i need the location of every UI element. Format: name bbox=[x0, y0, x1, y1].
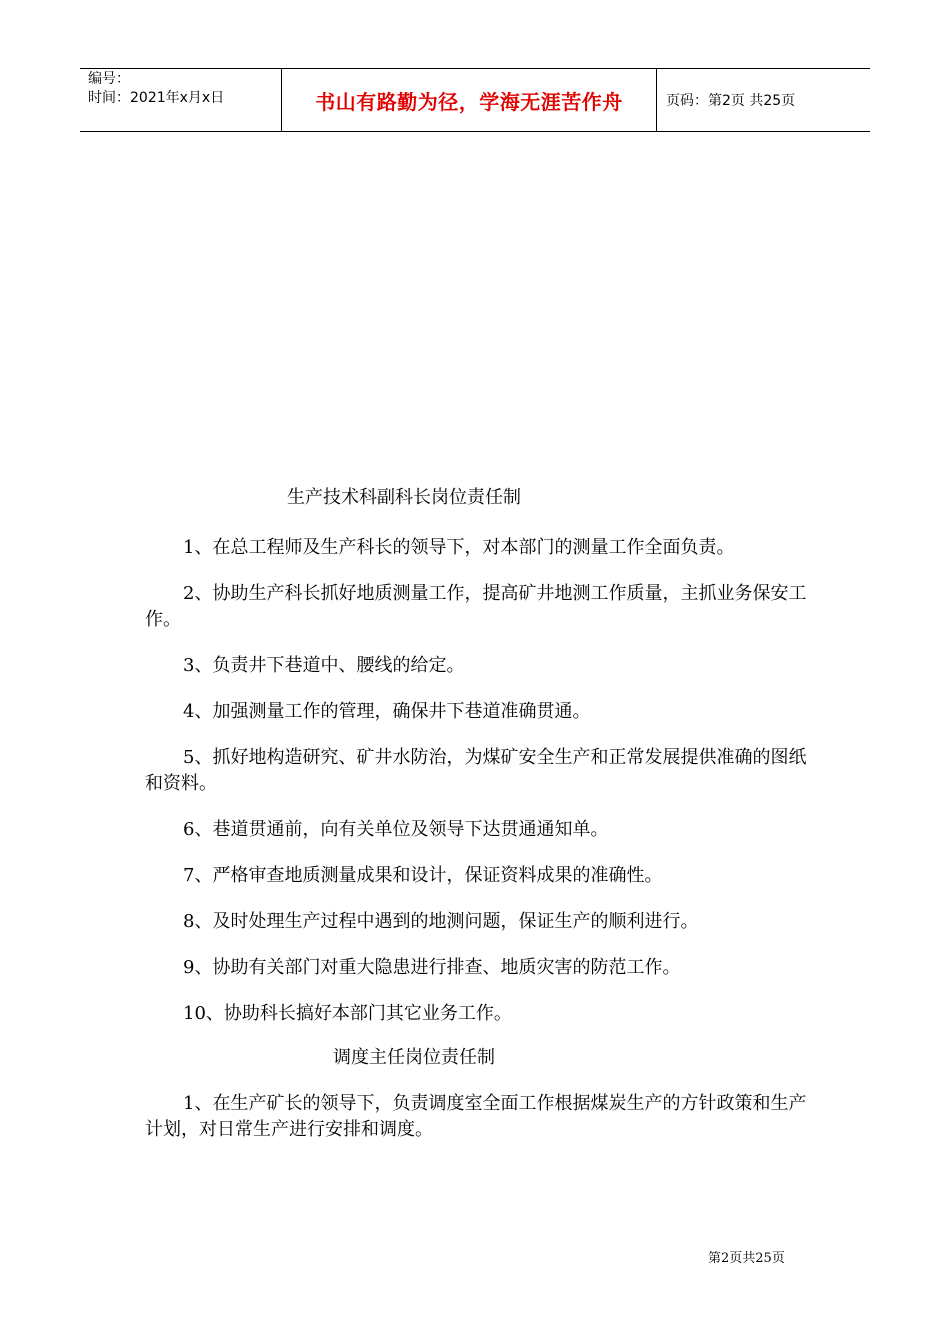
document-body bbox=[145, 483, 815, 1143]
paragraph: 9、协助有关部门对重大隐患进行排查、地质灾害的防范工作。 bbox=[183, 957, 681, 978]
section-title: 生产技术科副科长岗位责任制 bbox=[287, 487, 521, 508]
paragraph: 2、协助生产科长抓好地质测量工作，提高矿井地测工作质量，主抓业务保安工作。 bbox=[145, 583, 807, 630]
paragraph: 5、抓好地构造研究、矿井水防治，为煤矿安全生产和正常发展提供准确的图纸和资料。 bbox=[145, 747, 807, 794]
paragraph: 8、及时处理生产过程中遇到的地测问题，保证生产的顺利进行。 bbox=[183, 911, 699, 932]
header-divider bbox=[656, 69, 657, 131]
header-page-info: 页码：第2页 共25页 bbox=[666, 93, 796, 109]
paragraph: 1、在生产矿长的领导下，负责调度室全面工作根据煤炭生产的方针政策和生产计划，对日常生产进行安排和调度。 bbox=[145, 1093, 807, 1140]
number-label: 编号： bbox=[88, 71, 130, 87]
header-motto: 书山有路勤为径，学海无涯苦作舟 bbox=[315, 89, 623, 114]
paragraph: 3、负责井下巷道中、腰线的给定。 bbox=[183, 655, 465, 676]
paragraph: 10、协助科长搞好本部门其它业务工作。 bbox=[183, 1003, 512, 1024]
paragraph: 6、巷道贯通前，向有关单位及领导下达贯通通知单。 bbox=[183, 819, 609, 840]
header-meta bbox=[88, 70, 224, 108]
paragraph: 4、加强测量工作的管理，确保井下巷道准确贯通。 bbox=[183, 701, 591, 722]
time-label: 时间：2021年x月x日 bbox=[88, 90, 225, 106]
page-header bbox=[80, 68, 870, 132]
section-title: 调度主任岗位责任制 bbox=[333, 1047, 495, 1068]
paragraph: 1、在总工程师及生产科长的领导下，对本部门的测量工作全面负责。 bbox=[183, 537, 735, 558]
page-footer: 第2页共25页 bbox=[708, 1251, 785, 1266]
paragraph: 7、严格审查地质测量成果和设计，保证资料成果的准确性。 bbox=[183, 865, 663, 886]
